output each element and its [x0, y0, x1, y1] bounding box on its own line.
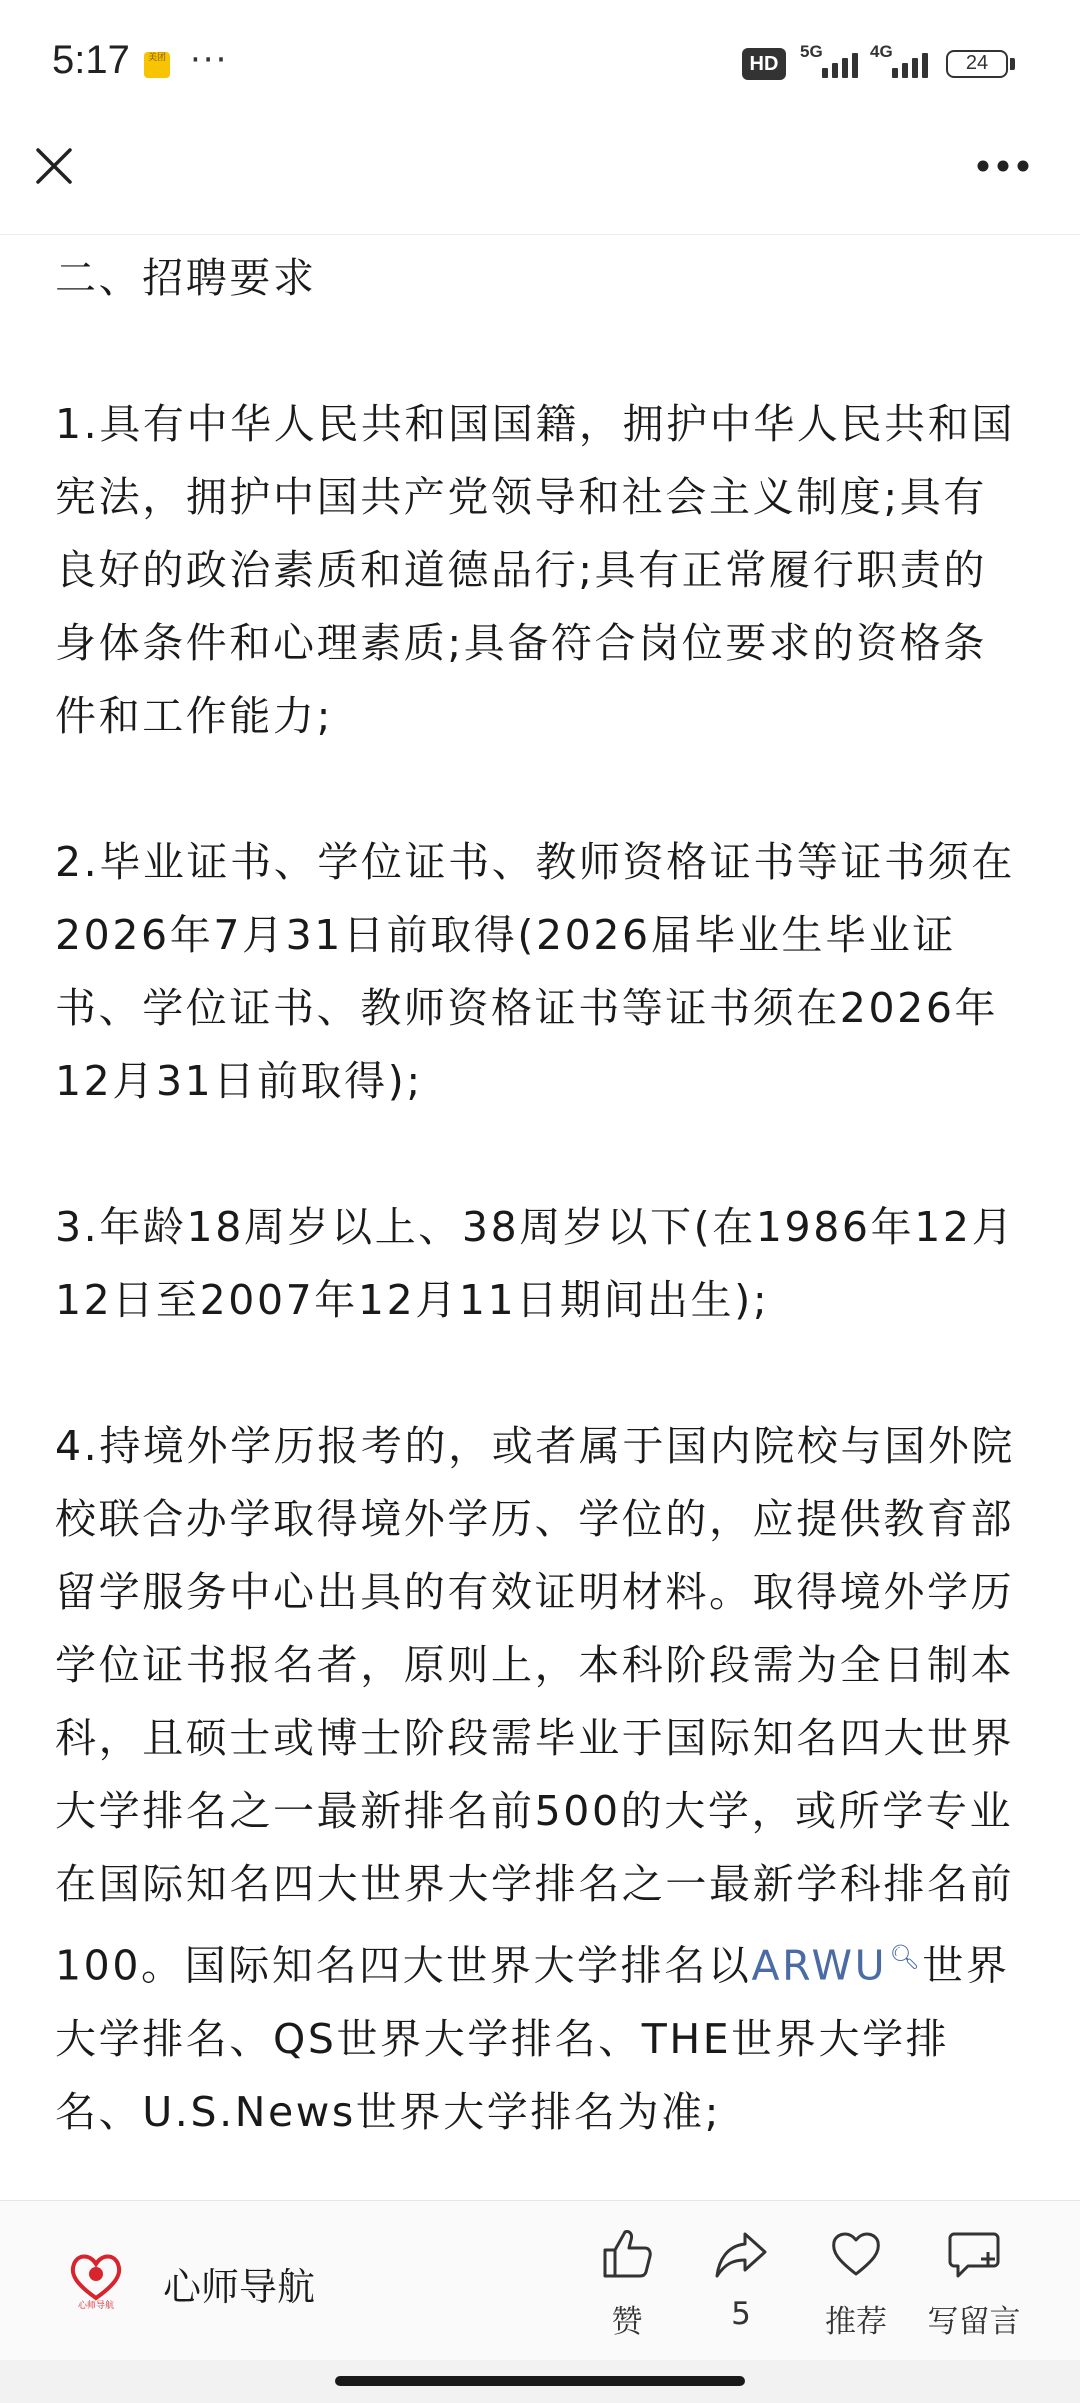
battery-tip: [1010, 58, 1015, 70]
comment-add-icon: [946, 2226, 1002, 2282]
battery-icon: 24: [946, 50, 1008, 78]
recommend-label: 推荐: [825, 2304, 887, 2340]
share-button[interactable]: [686, 2226, 796, 2332]
signal-4g-icon: 4G: [868, 42, 934, 82]
home-indicator[interactable]: [335, 2376, 745, 2386]
requirement-4-text-cont: 世界大学排名、QS世界大学排名、THE世界大学排名、U.S.News世界大学排名为准;: [55, 1941, 1010, 2136]
requirement-4: [55, 1410, 1025, 2149]
requirement-1: 1.具有中华人民共和国国籍，拥护中华人民共和国宪法，拥护中国共产党领导和社会主义制度;具有良好的政治素质和道德品行;具有正常履行职责的身体条件和心理素质;具备符合岗位要求的资格条件和工作能力;: [55, 400, 1015, 740]
share-count: 5: [731, 2296, 751, 2332]
like-label: 赞: [611, 2304, 643, 2340]
meituan-app-icon: 美团: [144, 52, 170, 78]
status-bar: [0, 0, 1080, 130]
comment-button[interactable]: [917, 2226, 1031, 2341]
search-icon[interactable]: 🔍︎: [889, 1943, 923, 1971]
account-name[interactable]: 心师导航: [163, 2265, 316, 2309]
arwu-search-link[interactable]: ARWU: [751, 1941, 888, 1990]
account-logo[interactable]: [66, 2248, 126, 2310]
status-time: 5:17: [52, 38, 130, 82]
requirement-4-text: 4.持境外学历报考的，或者属于国内院校与国外院校联合办学取得境外学历、学位的，应提供教育部留学服务中心出具的有效证明材料。取得境外学历学位证书报名者，原则上，本科阶段需为全日制本科，且硕士或博士阶段需毕业于国际知名四大世界大学排名之一最新排名前500的大学，或所学专业在国际知名四大世界大学排名之一最新学科排名前100。国际知名四大世界大学排名以: [55, 1422, 1015, 1990]
signal-5g-icon: 5G: [798, 42, 864, 82]
section-heading: 二、招聘要求: [55, 254, 317, 302]
svg-text:心师导航: 心师导航: [77, 2301, 115, 2310]
more-icon[interactable]: [975, 158, 1031, 174]
status-more-dots: ···: [190, 40, 229, 80]
comment-label: 写留言: [927, 2304, 1021, 2340]
like-button[interactable]: [572, 2226, 682, 2341]
share-icon: [713, 2226, 769, 2282]
hd-voice-icon: HD: [742, 48, 786, 80]
requirement-3: 3.年龄18周岁以上、38周岁以下(在1986年12月12日至2007年12月11日期间出生);: [55, 1203, 1016, 1324]
article-content: [55, 234, 1025, 2200]
close-icon[interactable]: [30, 142, 78, 190]
recommend-button[interactable]: [801, 2226, 911, 2341]
thumbs-up-icon: [599, 2226, 655, 2282]
requirement-2: 2.毕业证书、学位证书、教师资格证书等证书须在2026年7月31日前取得(2026届毕业生毕业证书、学位证书、教师资格证书等证书须在2026年12月31日前取得);: [55, 838, 1015, 1105]
top-nav-bar: [0, 130, 1080, 235]
heart-icon: [828, 2226, 884, 2282]
